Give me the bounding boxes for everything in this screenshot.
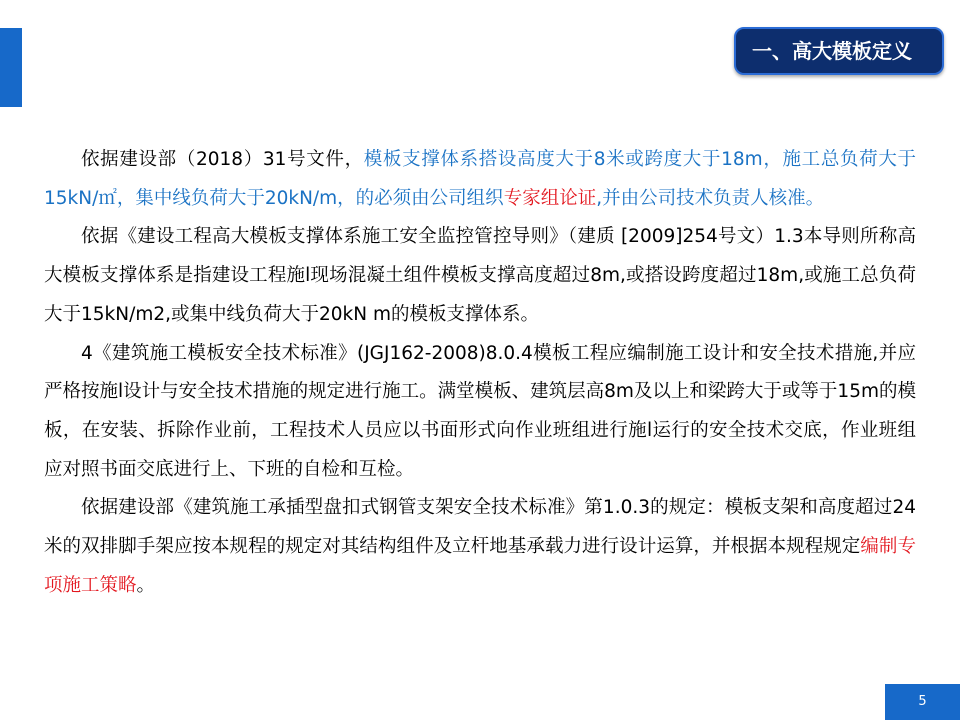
p1-highlight-blue-tail: ,并由公司技术负责人核准。 [596,187,825,209]
p1-text: 依据建设部（2018）31号文件， [81,149,364,170]
p1-highlight-blue: 模板支撑体系搭设高度大于8米或跨度大于18m，施工总负荷大于15kN/㎡，集中线负荷大于20kN/m，的必须由公司组织 [44,149,916,209]
page-number: 5 [885,684,960,720]
paragraph-4 [44,489,916,605]
p4-text: 依据建设部《建筑施工承插型盘扣式钢管支架安全技术标准》第1.0.3的规定：模板支架和高度超过24米的双排脚手架应按本规程的规定对其结构组件及立杆地基承载力进行设计运算，并根据本规程规定 [44,497,916,558]
paragraph-3: 4《建筑施工模板安全技术标准》(JGJ162-2008)8.0.4模板工程应编制施工设计和安全技术措施,并应严格按施l设计与安全技术措施的规定进行施工。满堂模板、建筑层高8m及以上和梁跨大于或等于15m的模板，在安装、拆除作业前，工程技术人员应以书面形式向作业班组进行施l运行的安全技术交底，作业班组应对照书面交底进行上、下班的自检和互检。 [44,342,916,480]
p4-highlight-red: 编制专项施工策略 [44,536,916,596]
p1-highlight-red: 专家组论证 [503,187,597,209]
paragraph-2: 依据《建设工程高大模板支撑体系施工安全监控管控导则》（建质 [2009]254号文）1.3本导则所称高大模板支撑体系是指建设工程施l现场混凝土组件模板支撑高度超过8m,或搭设跨度超过18m,或施工总负荷大于15kN/m2,或集中线负荷大于20kN m的模板支撑体系。 [44,226,916,325]
slide-title: 一、高大模板定义 [734,27,944,75]
p4-text-tail: 。 [136,574,156,596]
left-accent-bar [0,28,22,107]
slide-body [44,141,916,605]
paragraph-1 [44,141,916,218]
